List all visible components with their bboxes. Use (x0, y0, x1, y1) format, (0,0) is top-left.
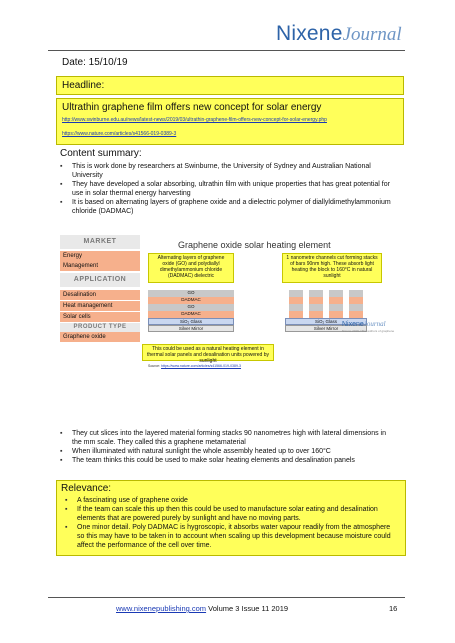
bar-dadmac (349, 297, 363, 304)
figure-side-panel (60, 235, 140, 340)
figure-source-label: Source: (148, 364, 161, 368)
layer-dadmac: DADMAC (148, 297, 234, 304)
journal-logo (276, 22, 426, 48)
callout-application: This could be used as a natural heating element in thermal solar panels and desalination units powered by sunlight (142, 344, 274, 361)
bar-go (349, 304, 363, 311)
layer-mirror: Silver Mirror (148, 325, 234, 332)
list-item: ▪ They have developed a solar absorbing, ultrathin film with unique properties that has great potential for use in solar thermal energy harvesting (60, 180, 395, 198)
source-link-1[interactable]: http://www.swinburne.edu.au/news/latest-news/2019/03/ultrathin-graphene-film-offers-new-concept-for-solar-energy.php (62, 117, 327, 123)
title-box (56, 98, 404, 145)
list-item: ▪ They cut slices into the layered material forming stacks 90 nanometres high with lateral dimensions in the mm scale. They called this a graphene metamaterial (60, 429, 395, 447)
headline-box (56, 76, 404, 95)
figure-source-link[interactable]: https://www.nature.com/articles/s41566-019-0389-3 (161, 364, 242, 368)
list-item: ▪ A fascinating use of graphene oxide (65, 496, 395, 505)
figure-logo (342, 320, 395, 333)
bar-dadmac (309, 311, 323, 318)
footer-rule (48, 597, 405, 598)
figure-title: Graphene oxide solar heating element (178, 240, 331, 250)
logo-journal: Journal (342, 24, 402, 45)
layer-mirror: Silver Mirror (285, 325, 367, 332)
summary-list (60, 162, 395, 216)
date: Date: 15/10/19 (62, 57, 128, 68)
figure-logo-journal: Journal (363, 320, 386, 328)
bar-go (289, 290, 303, 297)
article-title: Ultrathin graphene film offers new concept for solar energy (62, 102, 322, 113)
market-heading: MARKET (60, 235, 140, 249)
list-item: ▪ If the team can scale this up then this could be used to manufacture solar eating and desalination elements that are powered purely by sunlight and have no moving parts. (65, 505, 395, 523)
bar-dadmac (289, 297, 303, 304)
list-item: ▪ This is work done by researchers at Swinburne, the University of Sydney and Australian National University (60, 162, 395, 180)
bar-dadmac (289, 311, 303, 318)
product-type-item: Graphene oxide (60, 332, 140, 342)
source-link-2[interactable]: https://www.nature.com/articles/s41566-019-0389-3 (62, 131, 177, 137)
application-item: Heat management (60, 301, 140, 311)
list-item: ▪ It is based on alternating layers of graphene oxide and a dielectric polymer of diallyldimethylammonium chloride (DADMAC) (60, 198, 395, 216)
bar-go (329, 304, 343, 311)
footer-url[interactable]: www.nixenepublishing.com (116, 604, 207, 613)
layer-go: GO (148, 304, 234, 311)
market-item: Energy (60, 251, 140, 261)
bar-dadmac (349, 311, 363, 318)
bar-go (309, 304, 323, 311)
figure-source (148, 364, 241, 368)
relevance-list (65, 496, 395, 550)
product-type-heading: PRODUCT TYPE (60, 323, 140, 332)
callout-layers: Alternating layers of graphene oxide (GO) and polydiallyl dimethylammonium chloride (DADMAC) dielectric (148, 253, 234, 283)
bar-go (289, 304, 303, 311)
bar-go (329, 290, 343, 297)
application-item: Solar cells (60, 312, 140, 322)
footer-issue: Volume 3 Issue 11 2019 (206, 604, 289, 613)
headline-label: Headline: (62, 80, 105, 91)
layer-glass: SiO₂ Glass (285, 318, 367, 325)
infographic-figure (60, 235, 400, 345)
bar-dadmac (309, 297, 323, 304)
bar-dadmac (329, 297, 343, 304)
footer (116, 604, 288, 613)
header-rule (48, 50, 405, 51)
application-heading: APPLICATION (60, 273, 140, 287)
bar-go (349, 290, 363, 297)
figure-logo-brand: Nixene (342, 321, 364, 328)
market-item: Management (60, 261, 140, 271)
page-number: 16 (389, 604, 398, 613)
layer-go: GO (148, 290, 234, 297)
list-item: ▪ When illuminated with natural sunlight the whole assembly heated up to over 160°C (60, 447, 395, 456)
detail-list (60, 429, 395, 465)
layer-glass: SiO₂ Glass (148, 318, 234, 325)
relevance-heading: Relevance: (61, 483, 112, 494)
list-item: ▪ The team thinks this could be used to make solar heating elements and desalination panels (60, 456, 395, 465)
relevance-box (56, 480, 406, 556)
logo-brand: Nixene (276, 22, 343, 45)
application-item: Desalination (60, 290, 140, 300)
callout-channels: 1 nanometre channels cut forming stacks of bars 90nm high. These absorb light heating the block to 160°C in natural sunlight (282, 253, 382, 283)
layer-dadmac: DADMAC (148, 311, 234, 318)
bar-go (309, 290, 323, 297)
list-item: ▪ One minor detail. Poly DADMAC is hygroscopic, it absorbs water vapour readily from the atmosphere so this may have to be taken in to account when scaling up this development because moisture could affect the performance of the cell over time. (65, 523, 395, 550)
content-summary-heading: Content summary: (60, 148, 142, 159)
bar-dadmac (329, 311, 343, 318)
figure-logo-sub: Nixene 2019 / The authors of graphene (342, 329, 395, 333)
